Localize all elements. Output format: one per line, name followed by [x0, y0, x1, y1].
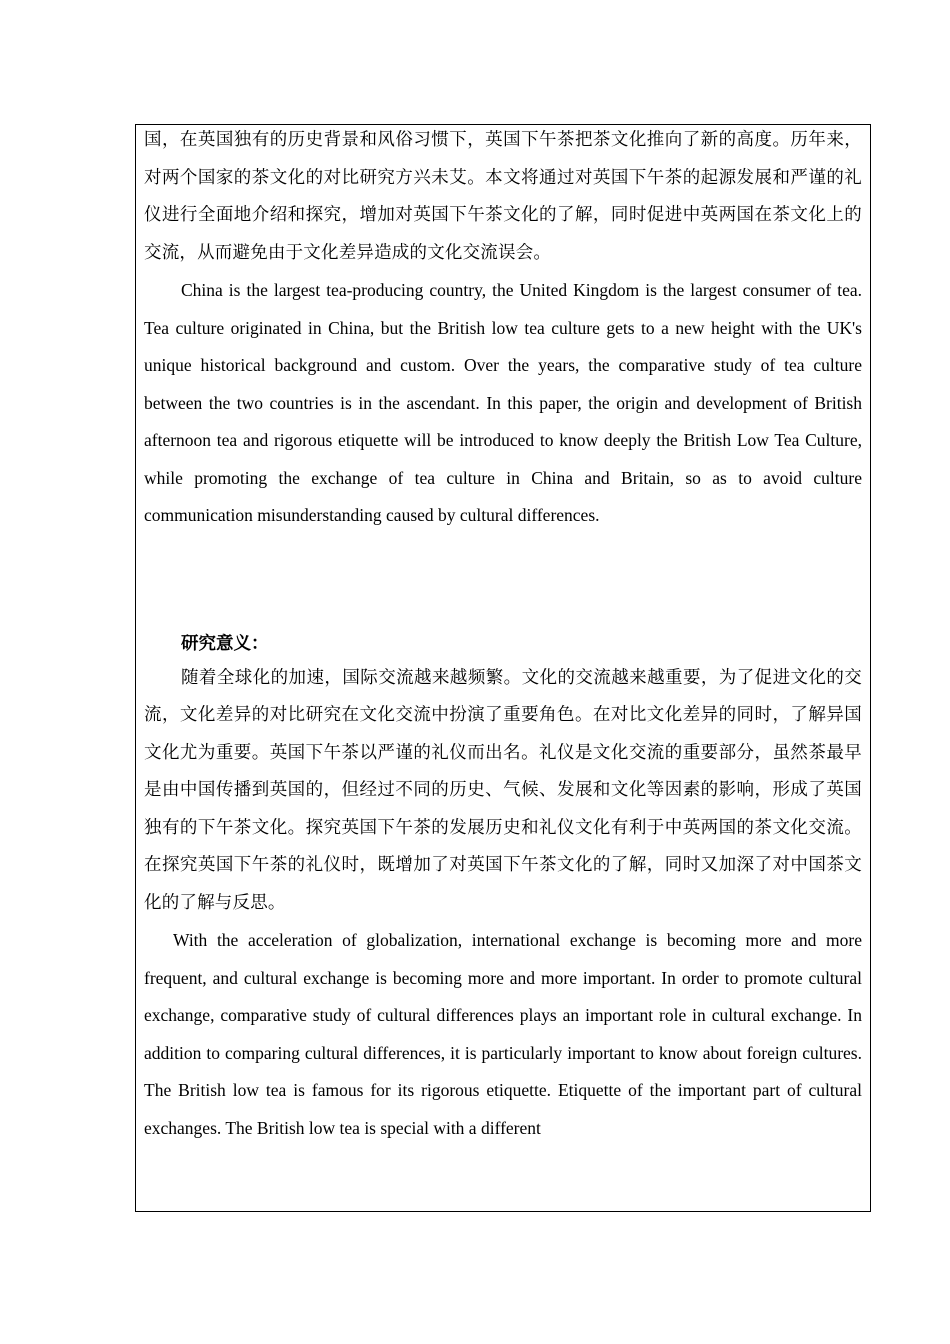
table-cell-frame: [135, 124, 871, 1212]
spacer: [144, 535, 862, 629]
research-significance-chinese-paragraph: 随着全球化的加速，国际交流越来越频繁。文化的交流越来越重要，为了促进文化的交流，文化差异的对比研究在文化交流中扮演了重要角色。在对比文化差异的同时，了解异国文化尤为重要。英国下午茶以严谨的礼仪而出名。礼仪是文化交流的重要部分，虽然茶最早是由中国传播到英国的，但经过不同的历史、气候、发展和文化等因素的影响，形成了英国独有的下午茶文化。探究英国下午茶的发展历史和礼仪文化有利于中英两国的茶文化交流。在探究英国下午茶的礼仪时，既增加了对英国下午茶文化的了解，同时又加深了对中国茶文化的了解与反思。: [144, 667, 862, 913]
research-significance-english-paragraph: With the acceleration of globalization, international exchange is becoming more and more frequent, and cultural exchange is becoming more and more important. In order to promote cultural exchange, comparative study of cultural differences plays an important role in cultural exchange. In addition to comparing cultural differences, it is particularly important to know about foreign cultures. The British low tea is famous for its rigorous etiquette. Etiquette of the important part of cultural exchanges. The British low tea is special with a different: [144, 930, 862, 1138]
cell-content: [144, 125, 862, 1147]
english-abstract-paragraph: China is the largest tea-producing country, the United Kingdom is the largest consumer of tea. Tea culture originated in China, but the British low tea culture gets to a new height with the UK's unique historical background and custom. Over the years, the comparative study of tea culture between the two countries is in the ascendant. In this paper, the origin and development of British afternoon tea and rigorous etiquette will be introduced to know deeply the British Low Tea Culture, while promoting the exchange of tea culture in China and Britain, so as to avoid culture communication misunderstanding caused by cultural differences.: [144, 280, 862, 525]
chinese-abstract-continuation: 国，在英国独有的历史背景和风俗习惯下，英国下午茶把茶文化推向了新的高度。历年来，对两个国家的茶文化的对比研究方兴未艾。本文将通过对英国下午茶的起源发展和严谨的礼仪进行全面地介绍和探究，增加对英国下午茶文化的了解，同时促进中英两国在茶文化上的交流，从而避免由于文化差异造成的文化交流误会。: [144, 130, 862, 263]
research-significance-heading: 研究意义：: [181, 633, 269, 654]
